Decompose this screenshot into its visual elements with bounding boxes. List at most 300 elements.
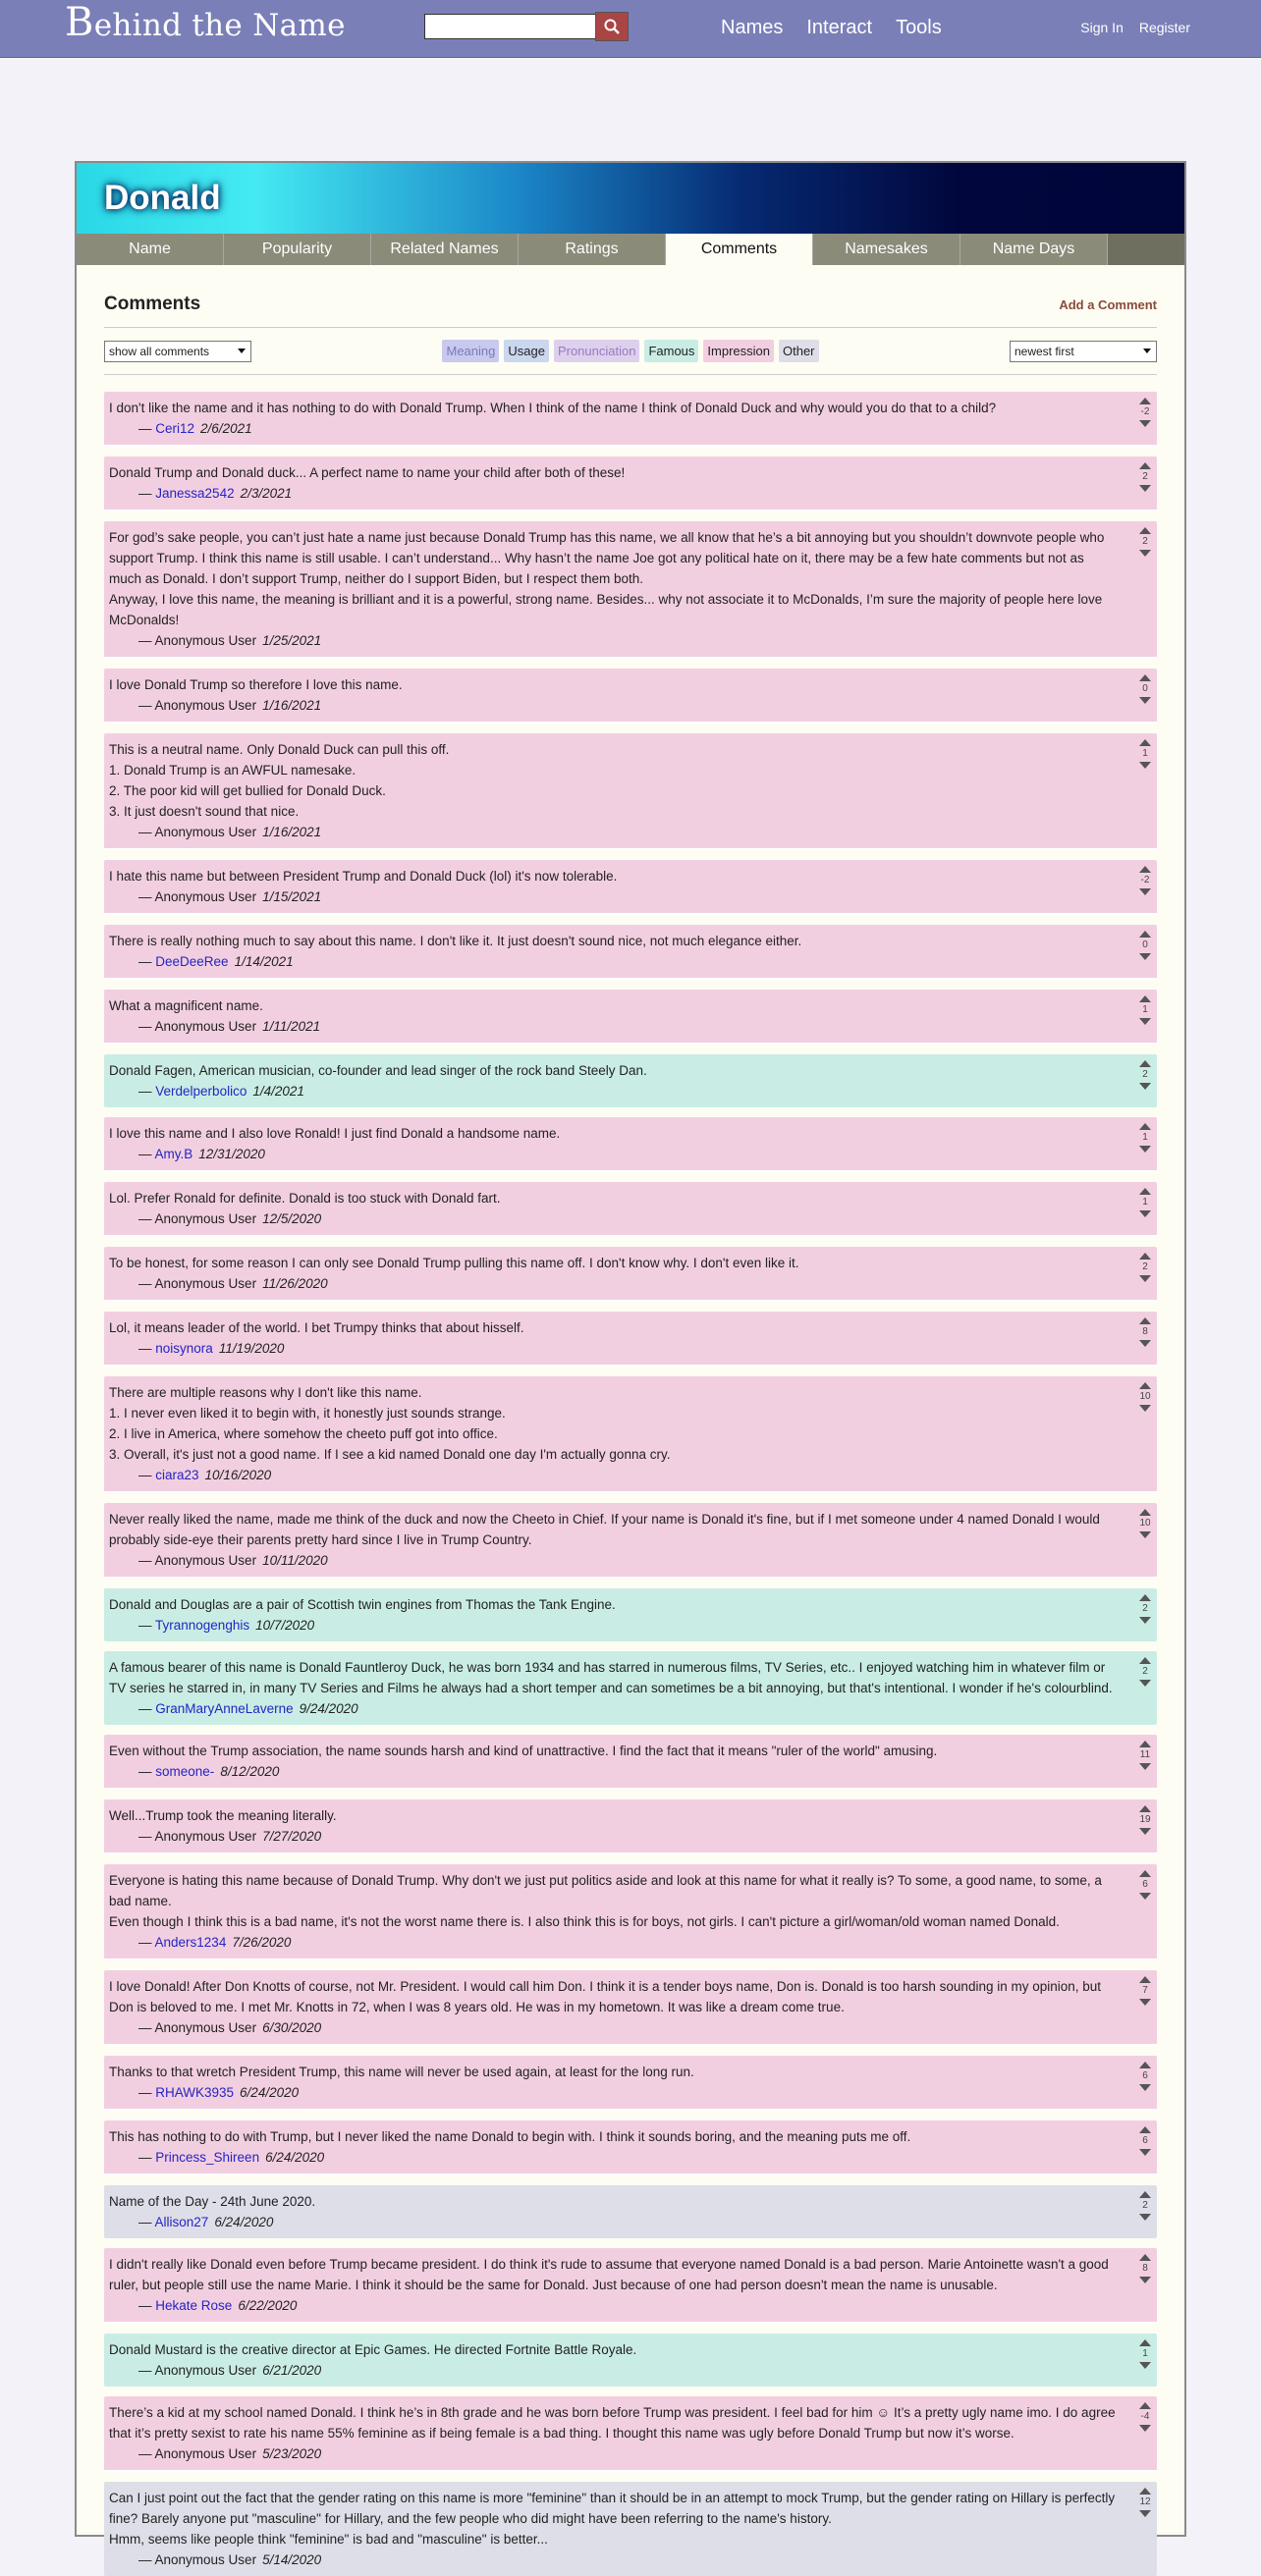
- comment-author: Anonymous User: [154, 1211, 257, 1226]
- tab-related-names[interactable]: Related Names: [371, 234, 519, 265]
- name-page: [75, 161, 1186, 2567]
- vote-widget: [1138, 1655, 1152, 1689]
- downvote-icon[interactable]: [1139, 953, 1151, 960]
- comment-paragraph: Everyone is hating this name because of Donald Trump. Why don't we just put politics aside and look at this name for what it really is? To some, a good name, to some, a bad name.: [109, 1873, 1102, 1908]
- vote-widget: [1138, 1121, 1152, 1154]
- vote-widget: [1138, 1380, 1152, 1414]
- vote-score: -4: [1140, 2411, 1150, 2422]
- comment-text: [109, 1976, 1118, 2017]
- comment-item: [104, 1735, 1157, 1790]
- vote-score: 2: [1142, 1603, 1148, 1614]
- comment-author-link[interactable]: Hekate Rose: [155, 2298, 233, 2313]
- search-button[interactable]: [595, 12, 629, 41]
- comment-paragraph: To be honest, for some reason I can only see Donald Trump pulling this name off. I don't know why. I don't even like it.: [109, 1256, 799, 1270]
- upvote-icon[interactable]: [1139, 1509, 1151, 1516]
- downvote-icon[interactable]: [1139, 1828, 1151, 1835]
- comment-author-link[interactable]: noisynora: [155, 1341, 213, 1356]
- vote-score: 2: [1142, 1069, 1148, 1080]
- comment-author-link[interactable]: Verdelperbolico: [155, 1084, 247, 1099]
- comment-meta: [138, 951, 1118, 972]
- downvote-icon[interactable]: [1139, 485, 1151, 492]
- comment-meta: [138, 1826, 1118, 1847]
- vote-widget: [1138, 2124, 1152, 2158]
- comment-text: [109, 1123, 1118, 1144]
- downvote-icon[interactable]: [1139, 1018, 1151, 1025]
- downvote-icon[interactable]: [1139, 697, 1151, 704]
- category-pronunciation[interactable]: Pronunciation: [554, 340, 640, 362]
- em-dash: —: [138, 2446, 155, 2461]
- vote-score: -2: [1140, 406, 1150, 417]
- vote-widget: [1138, 396, 1152, 429]
- comment-author-link[interactable]: someone-: [155, 1764, 215, 1779]
- upvote-icon[interactable]: [1139, 2062, 1151, 2068]
- comment-item: [104, 2334, 1157, 2387]
- comment-text: [109, 1382, 1118, 1465]
- vote-widget: [1138, 1739, 1152, 1772]
- comment-author-link[interactable]: Anders1234: [154, 1935, 227, 1950]
- comment-text: [109, 739, 1118, 822]
- vote-widget: [1138, 672, 1152, 706]
- comment-paragraph: I hate this name but between President Trump and Donald Duck (lol) it's now tolerable.: [109, 869, 618, 884]
- comment-text: [109, 462, 1118, 483]
- em-dash: —: [138, 2552, 155, 2567]
- downvote-icon[interactable]: [1139, 1617, 1151, 1624]
- downvote-icon[interactable]: [1139, 1083, 1151, 1090]
- vote-score: 12: [1139, 2496, 1151, 2507]
- comment-paragraph: This is a neutral name. Only Donald Duck can pull this off.: [109, 742, 450, 757]
- name-banner: [77, 163, 1184, 234]
- category-usage[interactable]: Usage: [504, 340, 549, 362]
- vote-score: 7: [1142, 1985, 1148, 1996]
- comment-date: 7/27/2020: [262, 1829, 322, 1844]
- comment-meta: [138, 483, 1118, 504]
- comment-paragraph: I love Donald Trump so therefore I love this name.: [109, 677, 403, 692]
- comment-author: Anonymous User: [154, 2446, 257, 2461]
- vote-score: 2: [1142, 1261, 1148, 1272]
- downvote-icon[interactable]: [1139, 762, 1151, 769]
- comment-item: [104, 1054, 1157, 1107]
- em-dash: —: [138, 1553, 155, 1568]
- downvote-icon[interactable]: [1139, 2149, 1151, 2156]
- downvote-icon[interactable]: [1139, 2510, 1151, 2517]
- em-dash: —: [138, 1019, 155, 1034]
- comment-author: Anonymous User: [154, 2363, 257, 2378]
- comment-paragraph: Lol. Prefer Ronald for definite. Donald is too stuck with Donald fart.: [109, 1191, 501, 1206]
- comments-title: Comments: [104, 294, 201, 314]
- tab-ratings[interactable]: Ratings: [519, 234, 666, 265]
- tab-name-days[interactable]: Name Days: [960, 234, 1108, 265]
- vote-score: 0: [1142, 683, 1148, 694]
- vote-widget: [1138, 2400, 1152, 2434]
- category-famous[interactable]: Famous: [644, 340, 698, 362]
- vote-score: 8: [1142, 1326, 1148, 1337]
- em-dash: —: [138, 1147, 155, 1161]
- comment-date: 10/11/2020: [262, 1553, 328, 1568]
- comment-paragraph: A famous bearer of this name is Donald Fauntleroy Duck, he was born 1934 and has starred in numerous films, TV Series, etc.. I enjoyed watching him in whatever film or TV series he starred in, in many TV Series and Films he always had a short temper and can sometimes be a bit annoying, but that's intentional. I wonder if he's colourblind.: [109, 1660, 1113, 1695]
- vote-widget: [1138, 460, 1152, 494]
- comment-text: [109, 2339, 1118, 2360]
- comment-text: [109, 1870, 1118, 1932]
- comment-meta: [138, 1273, 1118, 1294]
- em-dash: —: [138, 825, 155, 839]
- comment-text: [109, 1805, 1118, 1826]
- upvote-icon[interactable]: [1139, 674, 1151, 681]
- comment-text: [109, 1253, 1118, 1273]
- comment-paragraph: Hmm, seems like people think "feminine" is bad and "masculine" is better...: [109, 2532, 548, 2547]
- comment-meta: [138, 1016, 1118, 1037]
- vote-score: 11: [1139, 1749, 1151, 1760]
- comment-paragraph: Even though I think this is a bad name, it's not the worst name there is. I also think this is for boys, not girls. I can't picture a girl/woman/old woman named Donald.: [109, 1914, 1060, 1929]
- comment-author: Anonymous User: [154, 825, 257, 839]
- comment-item: [104, 1651, 1157, 1725]
- comment-item: [104, 1970, 1157, 2046]
- downvote-icon[interactable]: [1139, 2084, 1151, 2091]
- comment-author-link[interactable]: Amy.B: [154, 1147, 193, 1161]
- comment-date: 11/26/2020: [262, 1276, 328, 1291]
- upvote-icon[interactable]: [1139, 2126, 1151, 2133]
- comment-text: [109, 2126, 1118, 2147]
- comment-meta: [138, 1208, 1118, 1229]
- comment-paragraph: Can I just point out the fact that the gender rating on this name is more "feminine" than it should be in an attempt to mock Trump, but the gender rating on Hillary is perfectly fine? Barely anyone put "masculine" for Hillary, and the few people who did might have been referring to the name's history.: [109, 2491, 1116, 2526]
- downvote-icon[interactable]: [1139, 1340, 1151, 1347]
- comment-paragraph: There’s a kid at my school named Donald. I think he’s in 8th grade and he was born before Trump was president. I feel bad for him ☺ It’s a pretty ugly name imo. I do agree that it’s pretty sexist to rate his name 55% feminine as if being female is a bad thing. I thought this name was ugly before Donald Trump but now it’s worse.: [109, 2405, 1116, 2441]
- vote-widget: [1138, 1803, 1152, 1837]
- comment-author-link[interactable]: RHAWK3935: [155, 2085, 235, 2100]
- vote-score: 1: [1142, 748, 1148, 759]
- comment-meta: [138, 2212, 1118, 2232]
- comment-paragraph: 1. I never even liked it to begin with, it honestly just sounds strange.: [109, 1406, 506, 1421]
- em-dash: —: [138, 1764, 156, 1779]
- sort-select[interactable]: [1010, 341, 1157, 362]
- downvote-icon[interactable]: [1139, 1146, 1151, 1153]
- upvote-icon[interactable]: [1139, 1741, 1151, 1747]
- vote-score: -2: [1140, 875, 1150, 886]
- vote-widget: [1138, 1251, 1152, 1284]
- vote-widget: [1138, 1507, 1152, 1540]
- upvote-icon[interactable]: [1139, 1188, 1151, 1195]
- comment-meta: [138, 2443, 1118, 2464]
- vote-score: 2: [1142, 2200, 1148, 2211]
- sign-in-link[interactable]: Sign In: [1080, 20, 1124, 35]
- comment-author-link[interactable]: ciara23: [155, 1468, 199, 1482]
- chevron-down-icon: [238, 349, 246, 353]
- comment-text: [109, 1188, 1118, 1208]
- category-other[interactable]: Other: [779, 340, 819, 362]
- em-dash: —: [138, 889, 155, 904]
- downvote-icon[interactable]: [1139, 2277, 1151, 2283]
- vote-widget: [1138, 1058, 1152, 1092]
- comment-date: 6/24/2020: [265, 2150, 325, 2165]
- comment-meta: [138, 1144, 1118, 1164]
- vote-score: 2: [1142, 1666, 1148, 1677]
- em-dash: —: [138, 1829, 155, 1844]
- vote-widget: [1138, 1592, 1152, 1626]
- em-dash: —: [138, 1701, 156, 1716]
- comment-filters: [104, 340, 1157, 362]
- comment-author: Anonymous User: [154, 2552, 257, 2567]
- downvote-icon[interactable]: [1139, 2214, 1151, 2221]
- tab-popularity[interactable]: Popularity: [224, 234, 371, 265]
- vote-score: 19: [1139, 1814, 1151, 1825]
- comment-paragraph: 3. Overall, it's just not a good name. If I see a kid named Donald one day I'm actually gonna cry.: [109, 1447, 671, 1462]
- comment-date: 6/24/2020: [240, 2085, 300, 2100]
- upvote-icon[interactable]: [1139, 1976, 1151, 1983]
- downvote-icon[interactable]: [1139, 1763, 1151, 1770]
- comment-item: [104, 1182, 1157, 1237]
- comment-date: 6/22/2020: [238, 2298, 298, 2313]
- comment-meta: [138, 2082, 1118, 2103]
- chevron-down-icon: [1143, 349, 1151, 353]
- comment-date: 12/5/2020: [262, 1211, 322, 1226]
- vote-widget: [1138, 2486, 1152, 2519]
- em-dash: —: [138, 633, 155, 648]
- downvote-icon[interactable]: [1139, 1531, 1151, 1538]
- sort-value: newest first: [1014, 344, 1074, 358]
- comment-author: Anonymous User: [154, 1553, 257, 1568]
- upvote-icon[interactable]: [1139, 2254, 1151, 2261]
- comment-meta: [138, 1550, 1118, 1571]
- em-dash: —: [138, 2298, 156, 2313]
- vote-score: 1: [1142, 1197, 1148, 1208]
- account-links: [1080, 20, 1190, 35]
- comment-date: 6/24/2020: [214, 2215, 274, 2229]
- comment-date: 5/14/2020: [262, 2552, 322, 2567]
- comment-text: [109, 1317, 1118, 1338]
- vote-score: 2: [1142, 471, 1148, 482]
- em-dash: —: [138, 954, 156, 969]
- upvote-icon[interactable]: [1139, 1805, 1151, 1812]
- comment-text: [109, 674, 1118, 695]
- vote-widget: [1138, 2189, 1152, 2223]
- vote-score: 2: [1142, 536, 1148, 547]
- downvote-icon[interactable]: [1139, 1893, 1151, 1900]
- downvote-icon[interactable]: [1139, 2425, 1151, 2432]
- upvote-icon[interactable]: [1139, 1594, 1151, 1601]
- comment-item: [104, 990, 1157, 1045]
- vote-widget: [1138, 1974, 1152, 2008]
- upvote-icon[interactable]: [1139, 2402, 1151, 2409]
- comment-paragraph: Thanks to that wretch President Trump, this name will never be used again, at least for the long run.: [109, 2065, 694, 2079]
- comment-meta: [138, 1465, 1118, 1485]
- em-dash: —: [138, 2085, 156, 2100]
- comment-paragraph: Well...Trump took the meaning literally.: [109, 1808, 337, 1823]
- em-dash: —: [138, 1468, 156, 1482]
- comment-text: [109, 1594, 1118, 1615]
- upvote-icon[interactable]: [1139, 931, 1151, 938]
- vote-widget: [1138, 993, 1152, 1027]
- comment-item: [104, 2482, 1157, 2576]
- comment-author-link[interactable]: Tyrannogenghis: [155, 1618, 250, 1633]
- search-input[interactable]: [424, 14, 595, 39]
- comment-text: [109, 995, 1118, 1016]
- comment-paragraph: There are multiple reasons why I don't like this name.: [109, 1385, 422, 1400]
- comment-meta: [138, 886, 1118, 907]
- comment-list: [104, 392, 1157, 2576]
- comment-date: 2/3/2021: [240, 486, 293, 501]
- register-link[interactable]: Register: [1138, 20, 1190, 35]
- vote-score: 1: [1142, 1004, 1148, 1015]
- comment-date: 2/6/2021: [200, 421, 252, 436]
- category-meaning[interactable]: Meaning: [442, 340, 499, 362]
- comment-date: 1/4/2021: [252, 1084, 304, 1099]
- comment-item: [104, 1799, 1157, 1854]
- comment-item: [104, 860, 1157, 915]
- page-title: Donald: [104, 179, 221, 217]
- comment-paragraph: I don't like the name and it has nothing to do with Donald Trump. When I think of the name I think of Donald Duck and why would you do that to a child?: [109, 401, 997, 415]
- show-comments-select[interactable]: [104, 341, 251, 362]
- comment-date: 8/12/2020: [220, 1764, 280, 1779]
- comment-meta: [138, 1761, 1118, 1782]
- downvote-icon[interactable]: [1139, 2362, 1151, 2369]
- comment-meta: [138, 1932, 1118, 1953]
- tab-comments[interactable]: Comments: [666, 234, 813, 265]
- upvote-icon[interactable]: [1139, 527, 1151, 534]
- downvote-icon[interactable]: [1139, 1405, 1151, 1412]
- comment-meta: [138, 418, 1118, 439]
- show-comments-value: show all comments: [109, 344, 210, 358]
- vote-score: 6: [1142, 2070, 1148, 2081]
- comment-date: 1/16/2021: [262, 698, 322, 713]
- search-icon: [603, 18, 621, 35]
- vote-score: 6: [1142, 1879, 1148, 1890]
- comment-item: [104, 1503, 1157, 1579]
- upvote-icon[interactable]: [1139, 1253, 1151, 1260]
- vote-widget: [1138, 1315, 1152, 1349]
- comments-section: [77, 294, 1184, 2576]
- comment-item: [104, 1864, 1157, 1960]
- nav-names[interactable]: Names: [721, 17, 784, 38]
- em-dash: —: [138, 1211, 155, 1226]
- comment-date: 10/7/2020: [255, 1618, 315, 1633]
- comment-paragraph: 1. Donald Trump is an AWFUL namesake.: [109, 763, 356, 778]
- upvote-icon[interactable]: [1139, 2488, 1151, 2495]
- comment-author-link[interactable]: DeeDeeRee: [155, 954, 229, 969]
- downvote-icon[interactable]: [1139, 1275, 1151, 1282]
- comment-item: [104, 1247, 1157, 1302]
- em-dash: —: [138, 2020, 155, 2035]
- downvote-icon[interactable]: [1139, 420, 1151, 427]
- comment-paragraph: Never really liked the name, made me think of the duck and now the Cheeto in Chief. If your name is Donald it's fine, but if I met someone under 4 named Donald I would probably side-eye their parents pretty hard since I live in Trump Country.: [109, 1512, 1100, 1547]
- category-impression[interactable]: Impression: [703, 340, 774, 362]
- vote-score: 1: [1142, 2348, 1148, 2359]
- downvote-icon[interactable]: [1139, 1210, 1151, 1217]
- comment-meta: [138, 1338, 1118, 1359]
- comment-date: 9/24/2020: [299, 1701, 358, 1716]
- comment-item: [104, 521, 1157, 659]
- downvote-icon[interactable]: [1139, 888, 1151, 895]
- nav-tools[interactable]: Tools: [896, 17, 942, 38]
- add-comment-link[interactable]: Add a Comment: [1059, 296, 1157, 312]
- comment-author-link[interactable]: GranMaryAnneLaverne: [155, 1701, 294, 1716]
- vote-score: 10: [1139, 1391, 1151, 1402]
- comment-paragraph: This has nothing to do with Trump, but I never liked the name Donald to begin with. I think it sounds boring, and the meaning puts me off.: [109, 2129, 911, 2144]
- vote-widget: [1138, 1868, 1152, 1902]
- comment-author-link[interactable]: Allison27: [154, 2215, 209, 2229]
- comment-author: Anonymous User: [154, 1019, 257, 1034]
- comment-meta: [138, 2549, 1118, 2570]
- upvote-icon[interactable]: [1139, 2339, 1151, 2346]
- vote-widget: [1138, 2252, 1152, 2285]
- comment-text: [109, 931, 1118, 951]
- comment-date: 7/26/2020: [232, 1935, 292, 1950]
- upvote-icon[interactable]: [1139, 1060, 1151, 1067]
- comment-meta: [138, 2295, 1118, 2316]
- vote-widget: [1138, 737, 1152, 771]
- upvote-icon[interactable]: [1139, 462, 1151, 469]
- comment-item: [104, 1588, 1157, 1641]
- comment-text: [109, 398, 1118, 418]
- comment-meta: [138, 630, 1118, 651]
- upvote-icon[interactable]: [1139, 866, 1151, 873]
- upvote-icon[interactable]: [1139, 1317, 1151, 1324]
- comment-paragraph: I love Donald! After Don Knotts of course, not Mr. President. I would call him Don. I think it is a tender boys name, Don is. Donald is too harsh sounding in my opinion, but Don is beloved to me. I met Mr. Knotts in 72, when I was 8 years old. He was in my hometown. It was like a dream come true.: [109, 1979, 1102, 2014]
- vote-widget: [1138, 864, 1152, 897]
- comment-date: 5/23/2020: [262, 2446, 322, 2461]
- comment-item: [104, 1117, 1157, 1172]
- site-logo[interactable]: Behind the Name: [65, 0, 346, 45]
- em-dash: —: [138, 2215, 155, 2229]
- comment-meta: [138, 1698, 1118, 1719]
- downvote-icon[interactable]: [1139, 550, 1151, 557]
- comment-date: 6/21/2020: [262, 2363, 322, 2378]
- upvote-icon[interactable]: [1139, 398, 1151, 404]
- upvote-icon[interactable]: [1139, 1870, 1151, 1877]
- comment-paragraph: Name of the Day - 24th June 2020.: [109, 2194, 316, 2209]
- vote-widget: [1138, 929, 1152, 962]
- comment-item: [104, 1312, 1157, 1367]
- tab-name[interactable]: Name: [77, 234, 224, 265]
- upvote-icon[interactable]: [1139, 1382, 1151, 1389]
- comment-author-link[interactable]: Princess_Shireen: [155, 2150, 260, 2165]
- upvote-icon[interactable]: [1139, 995, 1151, 1002]
- comment-text: [109, 2062, 1118, 2082]
- comment-paragraph: Even without the Trump association, the name sounds harsh and kind of unattractive. I find the fact that it means "ruler of the world" amusing.: [109, 1744, 938, 1758]
- comment-date: 12/31/2020: [198, 1147, 265, 1161]
- search-form: [424, 14, 629, 41]
- comment-item: [104, 1376, 1157, 1493]
- comment-date: 6/30/2020: [262, 2020, 322, 2035]
- upvote-icon[interactable]: [1139, 739, 1151, 746]
- comment-date: 1/14/2021: [234, 954, 294, 969]
- tab-namesakes[interactable]: Namesakes: [813, 234, 960, 265]
- comment-meta: [138, 2360, 1118, 2381]
- comment-text: [109, 1060, 1118, 1081]
- comment-paragraph: Donald Trump and Donald duck... A perfect name to name your child after both of these!: [109, 465, 626, 480]
- comment-text: [109, 866, 1118, 886]
- comment-author-link[interactable]: Ceri12: [155, 421, 195, 436]
- em-dash: —: [138, 486, 156, 501]
- vote-widget: [1138, 1186, 1152, 1219]
- upvote-icon[interactable]: [1139, 1657, 1151, 1664]
- comment-meta: [138, 822, 1118, 842]
- comment-text: [109, 1657, 1118, 1698]
- comment-author-link[interactable]: Janessa2542: [155, 486, 235, 501]
- upvote-icon[interactable]: [1139, 1123, 1151, 1130]
- comment-item: [104, 733, 1157, 850]
- vote-widget: [1138, 525, 1152, 559]
- comment-date: 1/11/2021: [262, 1019, 321, 1034]
- downvote-icon[interactable]: [1139, 1680, 1151, 1687]
- upvote-icon[interactable]: [1139, 2191, 1151, 2198]
- comment-date: 1/25/2021: [262, 633, 322, 648]
- nav-interact[interactable]: Interact: [806, 17, 873, 38]
- comment-author: Anonymous User: [154, 1276, 257, 1291]
- comment-item: [104, 2396, 1157, 2472]
- vote-score: 1: [1142, 1132, 1148, 1143]
- comment-author: Anonymous User: [154, 2020, 257, 2035]
- downvote-icon[interactable]: [1139, 1999, 1151, 2006]
- comment-date: 1/15/2021: [262, 889, 322, 904]
